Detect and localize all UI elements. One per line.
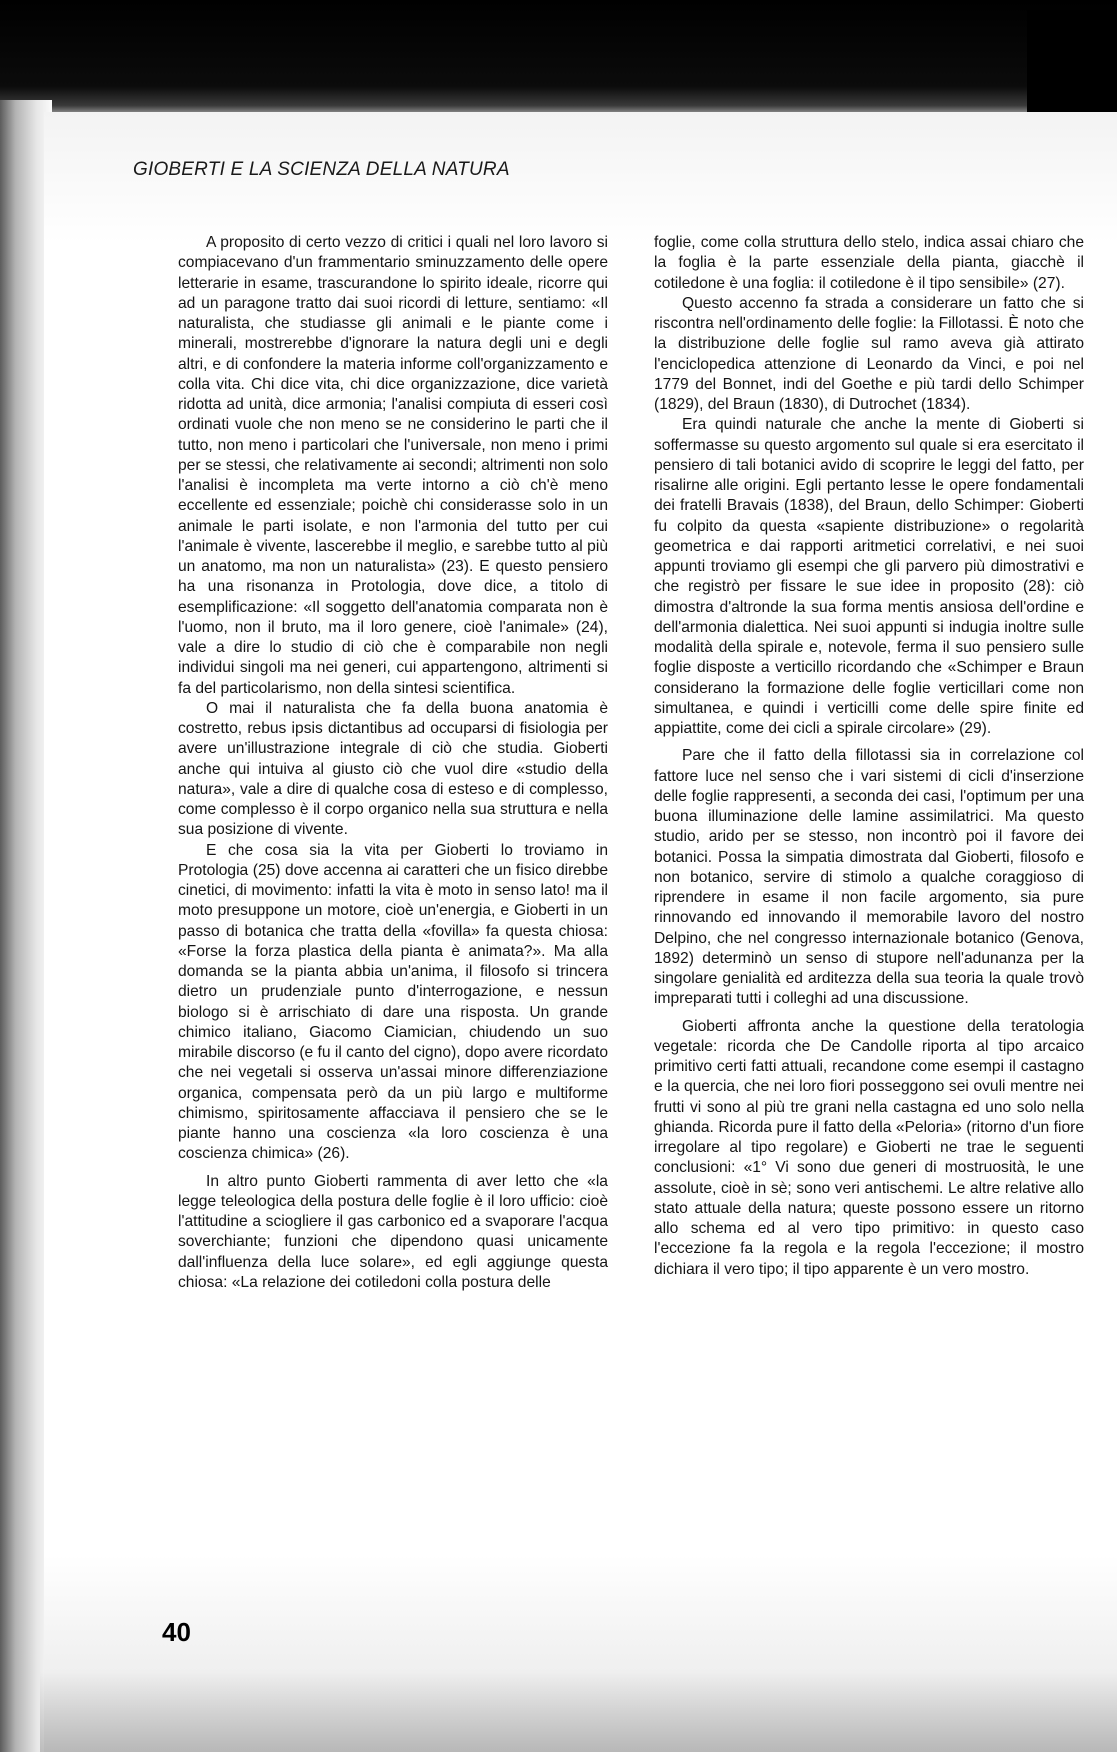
- paragraph: A proposito di certo vezzo di critici i quali nel loro lavoro si compiacevano d'un frammentario sminuzzamento delle opere letterarie in esame, trascurandone lo spirito ideale, ricorre qui ad un paragone tratto dai suoi ricordi di letture, sentiamo: «Il naturalista, che studiasse gli animali e le piante come i minerali, mostrerebbe d'ignorare la natura degli uni e degli altri, e di confondere la materia informe coll'organizzamento e colla vita. Chi dice vita, chi dice organizzazione, dice varietà ridotta ad unità, dice armonia; l'analisi compiuta di esseri così ordinati vuole che non meno se ne considerino le parti che il tutto, non meno i particolari che l'universale, non meno i primi per se stessi, che relativamente ai secondi; altrimenti non solo l'analisi è incompleta ma verte intorno a ciò ch'è meno eccellente ed essenziale; poichè chi considerasse solo in un animale le parti isolate, e non l'armonia del tutto per cui l'animale è vivente, lascerebbe il meglio, e sarebbe tutto al più un anatomo, ma non un naturalista» (23). E questo pensiero ha una risonanza in Protologia, dove dice, a titolo di esemplificazione: «Il soggetto dell'anatomia comparata non è l'uomo, non il bruto, ma il loro genere, cioè l'animale» (24), vale a dire lo studio di ciò che è comparabile non negli individui singoli ma nei generi, cui appartengono, altrimenti si fa del particolarismo, non della sintesi scientifica.: [178, 234, 608, 697]
- paragraph: O mai il naturalista che fa della buona anatomia è costretto, rebus ipsis dictantibus ad occuparsi di fisiologia per avere un'illustrazione integrale di ciò che studia. Gioberti anche qui intuiva al giusto ciò che vuol dire «studio della natura», vale a dire di qualche cosa di esteso e di complesso, come complesso è il corpo organico nella sua struttura e nella sua posizione di vivente.: [178, 699, 608, 839]
- page-number: 40: [162, 1617, 191, 1647]
- scan-bottom-shadow: [40, 1672, 1117, 1752]
- scan-top-border: [0, 0, 1117, 120]
- paragraph: Questo accenno fa strada a considerare un fatto che si riscontra nell'ordinamento delle foglie: la Fillotassi. È noto che la distribuzione delle foglie sul ramo aveva già attirato l'enciclopedica attenzione di Leonardo da Vinci, e poi nel 1779 del Bonnet, indi del Goethe e più tardi dello Schimper (1829), del Braun (1830), di Dutrochet (1834).: [654, 294, 1084, 413]
- paragraph: Era quindi naturale che anche la mente di Gioberti si soffermasse su questo argomento sul quale si era esercitato il pensiero di tali botanici avido di scoprire le leggi del fatto, per risalirne alle origini. Egli pertanto lesse le opere fondamentali dei fratelli Bravais (1838), del Braun, dello Schimper: Gioberti fu colpito da questa «sapiente distribuzione» o regolarità geometrica e dai rapporti aritmetici correlativi, e nei suoi appunti troviamo gli esempi che gli parvero più dimostrativi e che registrò per fissare le sue idee in proposito (28): ciò dimostra d'altronde la sua forma mentis ansiosa dell'ordine e dell'armonia dialettica. Nei suoi appunti si indugia inoltre sulle modalità della spirale e, notevole, ferma il suo pensiero sulle foglie disposte a verticillo ricordando che «Schimper e Braun considerano la formazione delle foglie verticillari come non simultanea, e quindi i verticilli come delle spire finite ed appiattite, come dei cicli a spirale circolare» (29).: [654, 416, 1084, 737]
- paragraph: Gioberti affronta anche la questione della teratologia vegetale: ricorda che De Candolle riporta al tipo arcaico primitivo certi fatti attuali, recandone come esempi il castagno e la quercia, che nei loro fiori posseggono sei ovuli mentre nei frutti vi sono al più tre grani nella castagna ed uno solo nella ghianda. Ricorda pure il fatto della «Peloria» (ritorno d'un fiore irregolare al tipo regolare) e Gioberti ne trae le seguenti conclusioni: «1° Vi sono due generi di mostruosità, le une assolute, cioè in sè; sono veri antischemi. Le altre relative allo stato attuale della natura; queste possono essere un ritorno allo schema ed al vero tipo primitivo: in questo caso l'eccezione fa la regola e la regola l'eccezione; il mostro dichiara il vero tipo; il tipo apparente è un vero mostro.: [654, 1017, 1084, 1278]
- paragraph: E che cosa sia la vita per Gioberti lo troviamo in Protologia (25) dove accenna ai caratteri che un fisico direbbe cinetici, di movimento: infatti la vita è moto in senso lato! ma il moto presuppone un motore, cioè un'energia, e Gioberti in un passo di botanica che tratta della «fovilla» fa questa chiosa: «Forse la forza plastica della pianta è animata?». Ma alla domanda se la pianta abbia un'anima, il filosofo si trincera dietro un prudenziale punto d'interrogazione, e nessun biologo si è arrischiato di dare una risposta. Un grande chimico italiano, Giacomo Ciamician, chiudendo un suo mirabile discorso (e fu il canto del cigno), dopo avere ricordato che nei vegetali si osserva un'assai minore differenziazione organica, compensata però da un più largo e multiforme chimismo, spiritosamente affacciava il pensiero che se le piante hanno una coscienza «la loro coscienza è una coscienza chimica» (26).: [178, 841, 608, 1163]
- left-text-column: [178, 233, 608, 1293]
- paragraph: foglie, come colla struttura dello stelo, indica assai chiaro che la foglia è la parte essenziale della pianta, giacchè il cotiledone è una foglia: il cotiledone è il tipo sensibile» (27).: [654, 234, 1084, 292]
- paragraph: Pare che il fatto della fillotassi sia in correlazione col fattore luce nel senso che i vari sistemi di cicli d'inserzione delle foglie rappresenti, a seconda dei casi, l'optimum per una buona illuminazione delle lamine assimilatrici. Ma questo studio, arido per se stesso, non incontrò poi il favore dei botanici. Possa la simpatia dimostrata dal Gioberti, filosofo e non botanico, servire di stimolo a qualche coraggioso di riprendere in esame il non facile argomento, sia pure rinnovando ed innovando il memorabile lavoro del nostro Delpino, che nel congresso internazionale botanico (Genova, 1892) determinò un senso di stupore nell'adunanza per la singolare genialità ed arditezza della sua teoria la quale trovò impreparati tutti i colleghi ad una discussione.: [654, 747, 1084, 1008]
- running-header: GIOBERTI E LA SCIENZA DELLA NATURA: [133, 159, 510, 180]
- right-text-column: [654, 233, 1084, 1280]
- paragraph: In altro punto Gioberti rammenta di aver letto che «la legge teleologica della postura delle foglie è il loro ufficio: cioè l'attitudine a sciogliere il gas carbonico ed a svaporare l'acqua soverchiante; funzioni che dipendono quasi unicamente dall'influenza della luce solare», ed egli aggiunge questa chiosa: «La relazione dei cotiledoni colla postura delle: [178, 1172, 608, 1291]
